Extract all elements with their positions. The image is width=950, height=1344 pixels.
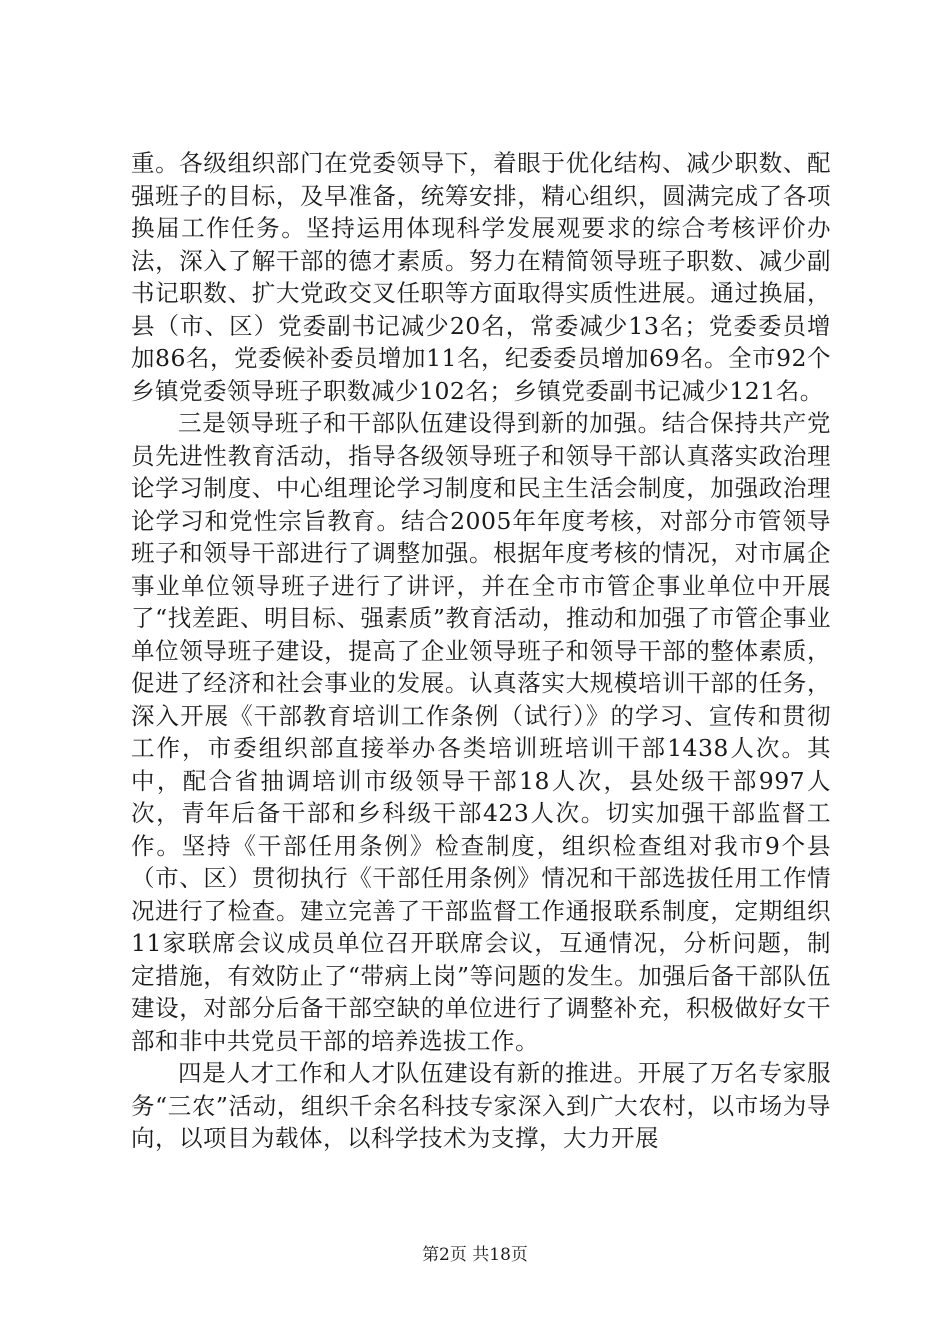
- document-body: [131, 147, 831, 1155]
- paragraph-2: 三是领导班子和干部队伍建设得到新的加强。结合保持共产党员先进性教育活动，指导各级领导班子和领导干部认真落实政治理论学习制度、中心组理论学习制度和民主生活会制度，加强政治理论学习和党性宗旨教育。结合2005年年度考核，对部分市管领导班子和领导干部进行了调整加强。根据年度考核的情况，对市属企事业单位领导班子进行了讲评，并在全市市管企事业单位中开展了“找差距、明目标、强素质”教育活动，推动和加强了市管企事业单位领导班子建设，提高了企业领导班子和领导干部的整体素质，促进了经济和社会事业的发展。认真落实大规模培训干部的任务，深入开展《干部教育培训工作条例（试行）》的学习、宣传和贯彻工作，市委组织部直接举办各类培训班培训干部1438人次。其中，配合省抽调培训市级领导干部18人次，县处级干部997人次，青年后备干部和乡科级干部423人次。切实加强干部监督工作。坚持《干部任用条例》检查制度，组织检查组对我市9个县（市、区）贯彻执行《干部任用条例》情况和干部选拔任用工作情况进行了检查。建立完善了干部监督工作通报联系制度，定期组织11家联席会议成员单位召开联席会议，互通情况，分析问题，制定措施，有效防止了“带病上岗”等问题的发生。加强后备干部队伍建设，对部分后备干部空缺的单位进行了调整补充，积极做好女干部和非中共党员干部的培养选拔工作。: [131, 409, 831, 1055]
- page-number-footer: 第2页 共18页: [422, 1245, 528, 1265]
- paragraph-3: 四是人才工作和人才队伍建设有新的推进。开展了万名专家服务“三农”活动，组织千余名科技专家深入到广大农村，以市场为导向，以项目为载体，以科学技术为支撑，大力开展: [131, 1059, 831, 1152]
- paragraph-1: 重。各级组织部门在党委领导下，着眼于优化结构、减少职数、配强班子的目标，及早准备，统筹安排，精心组织，圆满完成了各项换届工作任务。坚持运用体现科学发展观要求的综合考核评价办法，深入了解干部的德才素质。努力在精简领导班子职数、减少副书记职数、扩大党政交叉任职等方面取得实质性进展。通过换届，县（市、区）党委副书记减少20名，常委减少13名；党委委员增加86名，党委候补委员增加11名，纪委委员增加69名。全市92个乡镇党委领导班子职数减少102名；乡镇党委副书记减少121名。: [131, 149, 831, 405]
